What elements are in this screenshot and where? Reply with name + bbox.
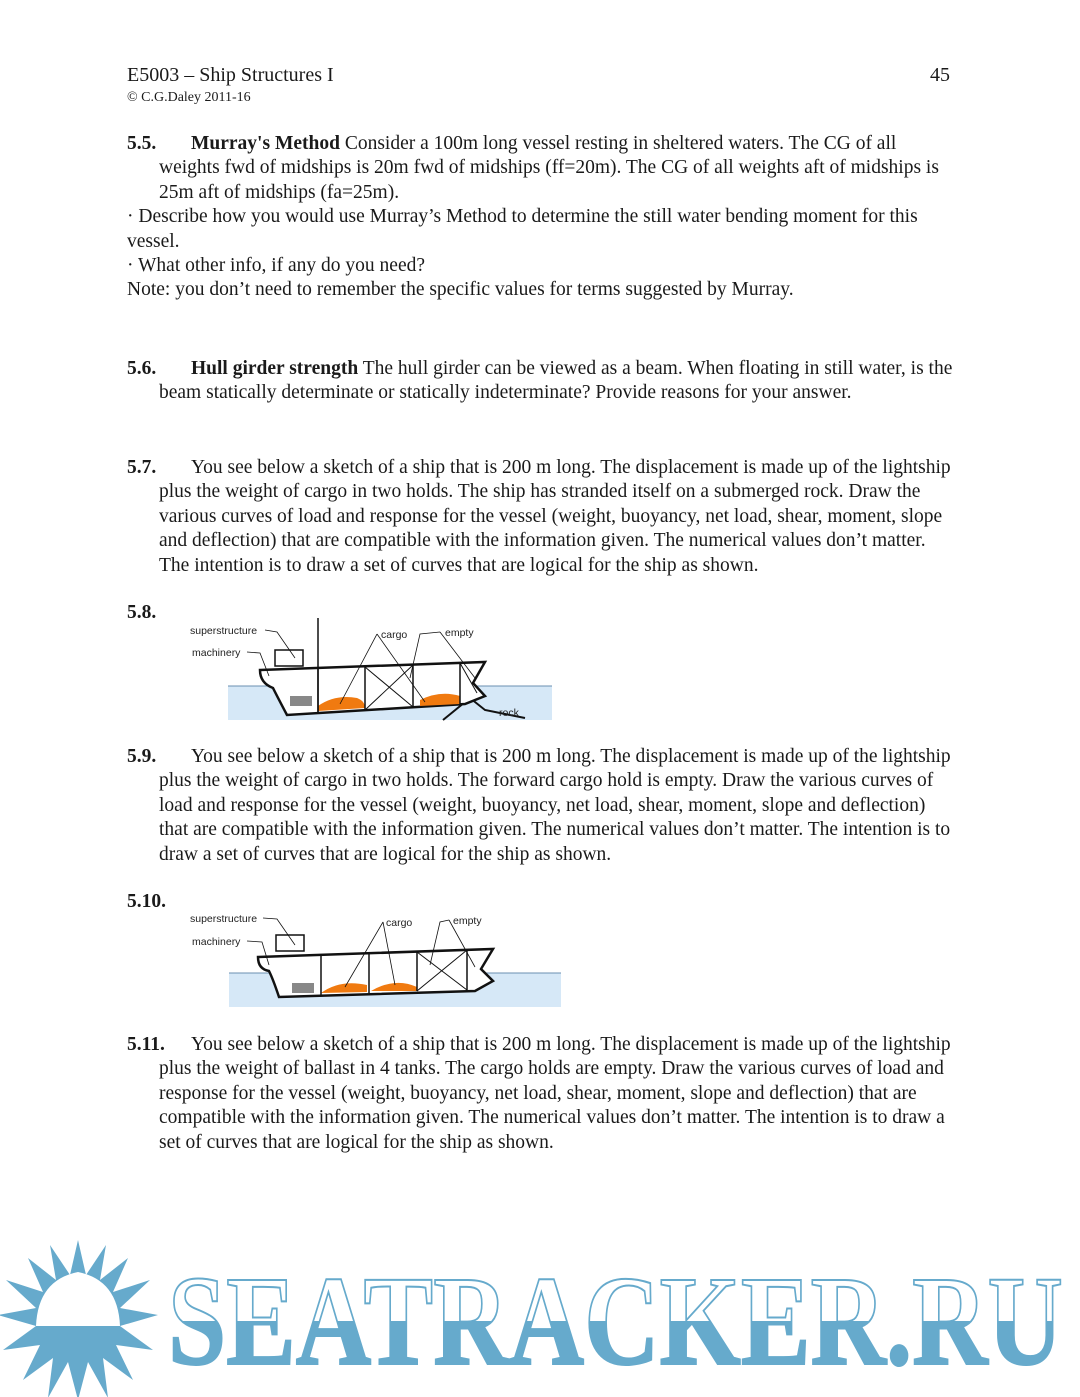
label-superstructure: superstructure [190, 625, 258, 637]
question-number: 5.6. [127, 358, 157, 379]
question-text: You see below a sketch of a ship that is 200 m long. The displacement is made up of the lightship plus the weight of ballast in 4 tanks. The cargo holds are empty. Draw the various curves of load and response for the vessel (weight, buoyancy, net load, shear, moment, slope and deflection) that are compatible with the information given. The numerical values don’t matter. The intention is to draw a set of curves that are logical for the ship as shown. [159, 1034, 951, 1153]
bullet-1: · Describe how you would use Murray’s Method to determine the still water bending moment for this vessel. [127, 206, 918, 252]
question-5-9 [127, 745, 957, 867]
question-text: The hull girder can be viewed as a beam. When floating in still water, is the beam statically determinate or statically indeterminate? Provide reasons for your answer. [159, 358, 953, 404]
question-5-7 [127, 456, 957, 578]
label-empty: empty [445, 627, 474, 639]
label-rock: rock [499, 707, 519, 719]
question-5-6 [127, 357, 957, 406]
question-text: You see below a sketch of a ship that is 200 m long. The displacement is made up of the lightship plus the weight of cargo in two holds. The ship has stranded itself on a submerged rock. Draw the various curves of load and response for the vessel (weight, buoyancy, net load, shear, moment, slope and deflection) that are compatible with the information given. The numerical values don’t matter. The intention is to draw a set of curves that are logical for the ship as shown. [159, 457, 951, 576]
watermark-text: SEATRACKER.RU [168, 1250, 1063, 1392]
copyright: © C.G.Daley 2011-16 [127, 90, 251, 105]
bullet-2: · What other info, if any do you need? [127, 255, 426, 277]
question-number: 5.9. [127, 746, 157, 767]
superstructure [275, 650, 303, 666]
label-cargo: cargo [381, 629, 408, 641]
question-5-11 [127, 1033, 957, 1155]
sun-logo-icon [0, 1240, 158, 1397]
question-number: 5.5. [127, 133, 157, 154]
question-5-5 [127, 132, 957, 303]
question-text: You see below a sketch of a ship that is 200 m long. The displacement is made up of the lightship plus the weight of cargo in two holds. The forward cargo hold is empty. Draw the various curves of load and response for the vessel (weight, buoyancy, net load, shear, moment, slope and deflection) that are compatible with the information given. The numerical values don’t matter. The intention is to draw a set of curves that are logical for the ship as shown. [159, 746, 951, 865]
question-number: 5.7. [127, 457, 157, 478]
label-machinery: machinery [192, 936, 241, 948]
question-number: 5.11. [127, 1034, 165, 1055]
label-superstructure: superstructure [190, 913, 258, 925]
question-title: Murray's Method [191, 133, 340, 154]
label-empty: empty [453, 915, 482, 927]
machinery [292, 983, 314, 993]
seatracker-watermark [0, 1238, 1080, 1397]
question-5-10-number: 5.10. [127, 891, 166, 912]
machinery [290, 696, 312, 706]
page-number: 45 [930, 64, 950, 86]
question-5-8-number: 5.8. [127, 602, 157, 623]
label-machinery: machinery [192, 647, 241, 659]
ship-sketch-fwd-hold-empty [185, 907, 565, 1009]
ship-sketch-stranded [185, 618, 555, 722]
label-cargo: cargo [386, 917, 413, 929]
course-title: E5003 – Ship Structures I [127, 64, 334, 86]
question-title: Hull girder strength [191, 358, 359, 379]
note: Note: you don’t need to remember the specific values for terms suggested by Murray. [127, 279, 794, 301]
question-text: Consider a 100m long vessel resting in sheltered waters. The CG of all weights fwd of midships is 20m fwd of midships (ff=20m). The CG of all weights aft of midships is 25m aft of midships (fa=25m). [159, 133, 939, 203]
